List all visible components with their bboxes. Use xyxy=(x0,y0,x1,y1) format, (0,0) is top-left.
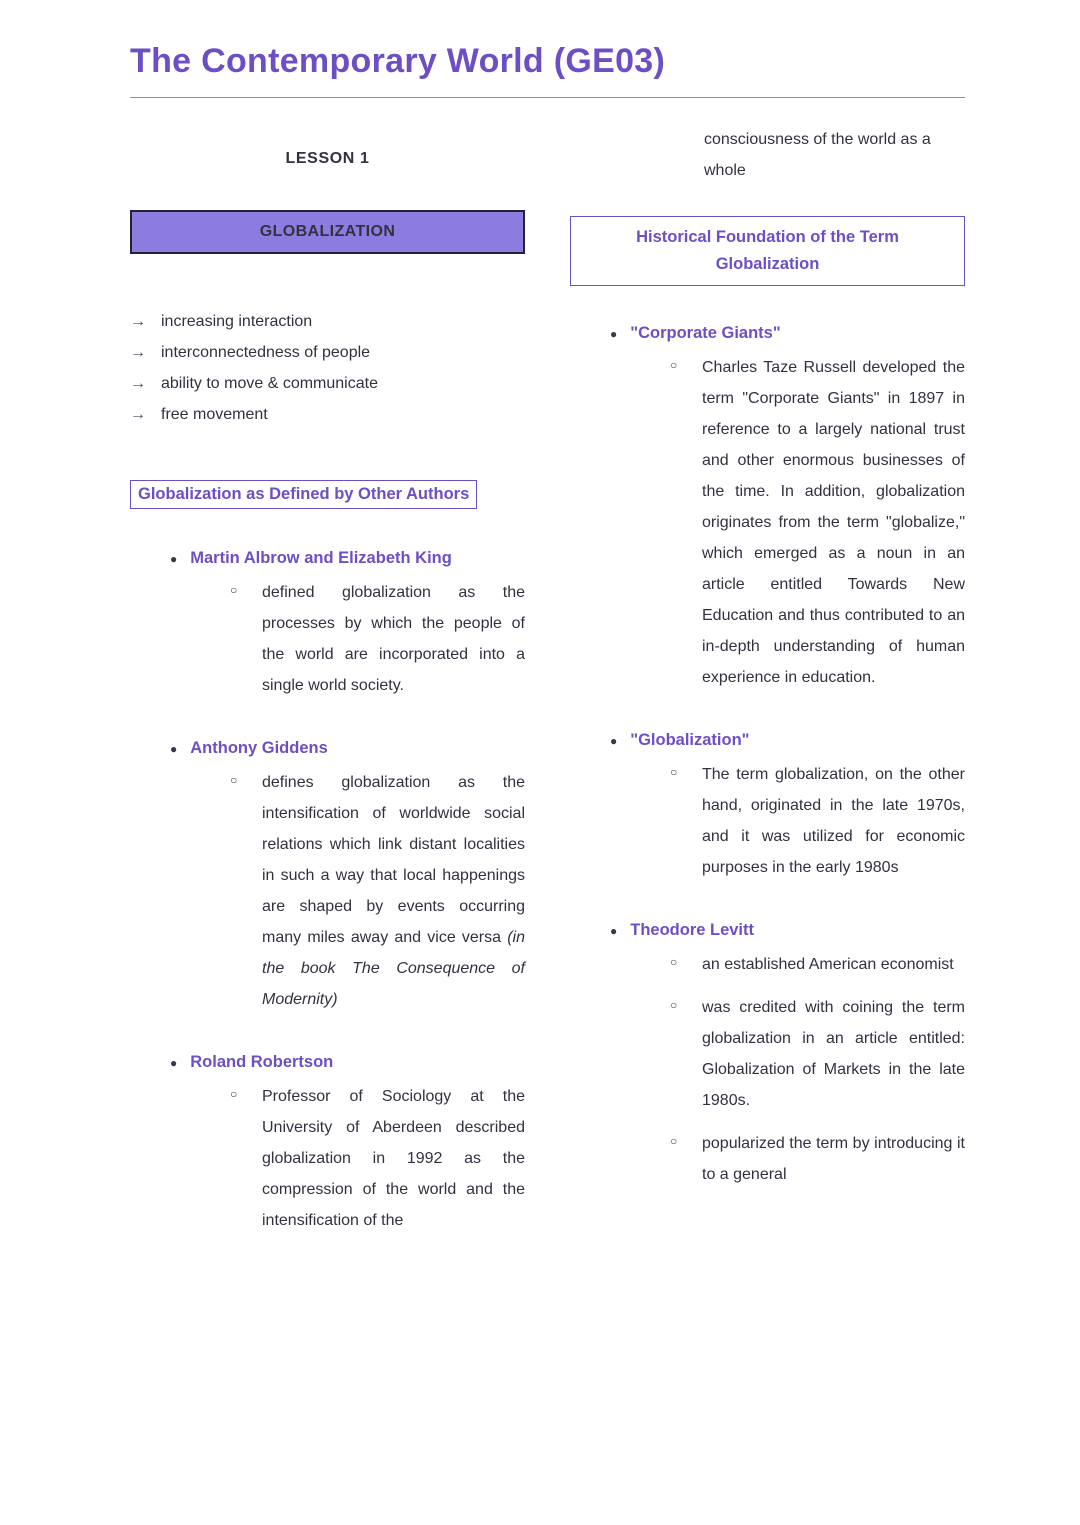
section-heading-history: Historical Foundation of the Term Globalization xyxy=(570,216,965,286)
author-name-row xyxy=(130,739,525,758)
history-entry-point xyxy=(570,949,965,980)
author-name-row xyxy=(130,1053,525,1072)
arrow-icon: → xyxy=(130,344,146,361)
right-column xyxy=(570,122,965,1274)
sub-bullet-icon: ○ xyxy=(670,955,678,970)
sub-bullet-icon: ○ xyxy=(230,773,238,787)
bullet-icon: ● xyxy=(610,924,618,939)
history-entry xyxy=(570,324,965,693)
page-header xyxy=(130,42,965,98)
history-entry-point xyxy=(570,992,965,1116)
bullet-icon: ● xyxy=(610,327,618,342)
carryover-text: consciousness of the world as a whole xyxy=(704,131,931,179)
author-name: Martin Albrow and Elizabeth King xyxy=(190,549,452,567)
history-entry-text: The term globalization, on the other hand, originated in the late 1970s, and it was utilized for economic purposes in the early 1980s xyxy=(702,766,965,877)
bullet-icon: ● xyxy=(610,734,618,749)
history-entry-text: an established American economist xyxy=(702,956,954,974)
history-entry-name-row xyxy=(570,731,965,750)
history-entry-text: popularized the term by introducing it to a general xyxy=(702,1135,965,1184)
arrow-item-text: ability to move & communicate xyxy=(161,375,378,392)
history-entry-text: was credited with coining the term globalization in an article entitled: Globalization of Markets in the late 1980s. xyxy=(702,999,965,1110)
author-definition: defined globalization as the processes by which the people of the world are incorporated into a single world society. xyxy=(262,584,525,694)
history-entry-point xyxy=(570,759,965,883)
arrow-list-item xyxy=(130,337,525,368)
author-name-row xyxy=(130,549,525,568)
definition-book-reference: (in the book The Consequence of Modernity) xyxy=(262,929,525,1008)
topic-box-label: GLOBALIZATION xyxy=(259,223,396,240)
bullet-icon: ● xyxy=(170,742,178,756)
page-title: The Contemporary World (GE03) xyxy=(130,42,666,80)
sub-bullet-icon: ○ xyxy=(670,998,678,1013)
history-entry-name-row xyxy=(570,921,965,940)
bullet-icon: ● xyxy=(170,1056,178,1070)
arrow-list xyxy=(130,306,525,430)
section-heading-definitions: Globalization as Defined by Other Authors xyxy=(130,480,477,509)
arrow-icon: → xyxy=(130,375,146,392)
lesson-label: LESSON 1 xyxy=(285,150,370,167)
history-entry-point xyxy=(570,352,965,693)
sub-bullet-icon: ○ xyxy=(670,1134,678,1149)
two-column-layout xyxy=(130,122,965,1274)
history-entry xyxy=(570,921,965,1190)
history-entry-text: Charles Taze Russell developed the term "Corporate Giants" in 1897 in reference to a largely national trust and other enormous businesses of the time. In addition, globalization originates from the term "globalize," which emerged as a noun in an article entitled Towards New Education and thus contributed to an in-depth understanding of human experience in education. xyxy=(702,359,965,687)
topic-box xyxy=(130,210,525,254)
author-name: Anthony Giddens xyxy=(190,739,328,757)
author-definition-row xyxy=(130,767,525,1015)
history-entry-point xyxy=(570,1128,965,1190)
author-entry xyxy=(130,1053,525,1236)
arrow-item-text: interconnectedness of people xyxy=(161,344,371,361)
author-name: Roland Robertson xyxy=(190,1053,334,1071)
arrow-item-text: increasing interaction xyxy=(161,313,313,330)
arrow-list-item xyxy=(130,368,525,399)
history-entry xyxy=(570,731,965,883)
author-definition-row xyxy=(130,577,525,701)
arrow-list-item xyxy=(130,306,525,337)
arrow-icon: → xyxy=(130,406,146,423)
bullet-icon: ● xyxy=(170,552,178,566)
left-column xyxy=(130,122,525,1274)
sub-bullet-icon: ○ xyxy=(230,1087,238,1101)
author-entry xyxy=(130,549,525,701)
author-definition: Professor of Sociology at the University of Aberdeen described globalization in 1992 as the compression of the world and the intensification of the xyxy=(262,1088,525,1229)
author-entry xyxy=(130,739,525,1015)
arrow-item-text: free movement xyxy=(161,406,268,423)
author-definition-row xyxy=(130,1081,525,1236)
history-entry-name-row xyxy=(570,324,965,343)
author-definition xyxy=(262,767,525,1015)
history-entry-name: Theodore Levitt xyxy=(630,921,755,940)
arrow-list-item xyxy=(130,399,525,430)
sub-bullet-icon: ○ xyxy=(230,583,238,597)
definition-text: defines globalization as the intensification of worldwide social relations which link distant localities in such a way that local happenings are shaped by events occurring many miles away and vice versa xyxy=(262,774,525,946)
arrow-icon: → xyxy=(130,313,146,330)
history-entry-name: "Globalization" xyxy=(630,731,750,750)
sub-bullet-icon: ○ xyxy=(670,358,678,373)
history-entry-name: "Corporate Giants" xyxy=(630,324,781,343)
sub-bullet-icon: ○ xyxy=(670,765,678,780)
